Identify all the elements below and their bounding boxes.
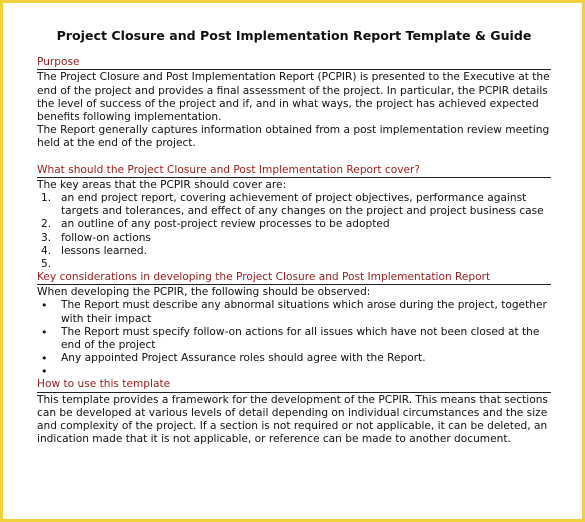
list-item [37,365,551,378]
cover-heading: What should the Project Closure and Post Implementation Report cover? [37,164,551,178]
list-marker: 3. [41,231,52,244]
bullet-marker: • [41,299,48,313]
bullet-marker: • [41,352,48,366]
list-marker: 2. [41,218,52,231]
list-item-text: follow-on actions [61,231,151,244]
cover-list [37,192,551,271]
list-item-text: an outline of any post-project review processes to be adopted [61,218,390,231]
bullet-marker: • [41,365,48,379]
list-marker: 5. [41,258,52,271]
document-page [3,3,582,519]
list-item [37,245,551,258]
list-item [37,326,551,352]
list-marker: 1. [41,192,52,205]
considerations-intro: When developing the PCPIR, the following should be observed: [37,286,371,299]
list-item-text: The Report must describe any abnormal situations which arose during the project, together with their impact [61,299,547,325]
list-item-text: lessons learned. [61,244,148,257]
list-item [37,258,551,271]
howto-heading: How to use this template [37,378,551,392]
list-item [37,218,551,231]
document-content [37,29,551,459]
document-title: Project Closure and Post Implementation Report Template & Guide [56,28,532,43]
considerations-section [37,271,551,378]
list-item-text: an end project report, covering achievement of project objectives, performance against targets and tolerances, and effect of any changes on the project and project business case [61,192,544,218]
considerations-heading: Key considerations in developing the Project Closure and Post Implementation Report [37,271,551,285]
cover-section [37,164,551,271]
purpose-heading: Purpose [37,56,551,70]
list-item-text: Any appointed Project Assurance roles should agree with the Report. [61,352,426,365]
list-marker: 4. [41,244,52,257]
list-item [37,232,551,245]
list-item-text: The Report must specify follow-on actions for all issues which have not been closed at the end of the project [61,325,540,352]
purpose-section [37,56,551,150]
list-item [37,192,551,218]
cover-intro: The key areas that the PCPIR should cover are: [37,178,287,191]
list-item [37,299,551,325]
bullet-marker: • [41,325,48,339]
purpose-paragraph-1: The Project Closure and Post Implementation Report (PCPIR) is presented to the Executive at the end of the project and provides a final assessment of the project. In particular, the PCPIR details the level of success of the project and if, and in what ways, the project has achieved expected benefits following implementation. [37,71,550,124]
list-item [37,352,551,365]
howto-paragraph: This template provides a framework for the development of the PCPIR. This means that sections can be developed at various levels of detail depending on individual circumstances and the size and complexity of the project. If a section is not required or not applicable, it can be deleted, an indication made that it is not applicable, or reference can be made to another document. [37,393,548,446]
purpose-paragraph-2: The Report generally captures information obtained from a post implementation review meeting held at the end of the project. [37,124,550,150]
howto-section [37,378,551,446]
considerations-list [37,299,551,378]
